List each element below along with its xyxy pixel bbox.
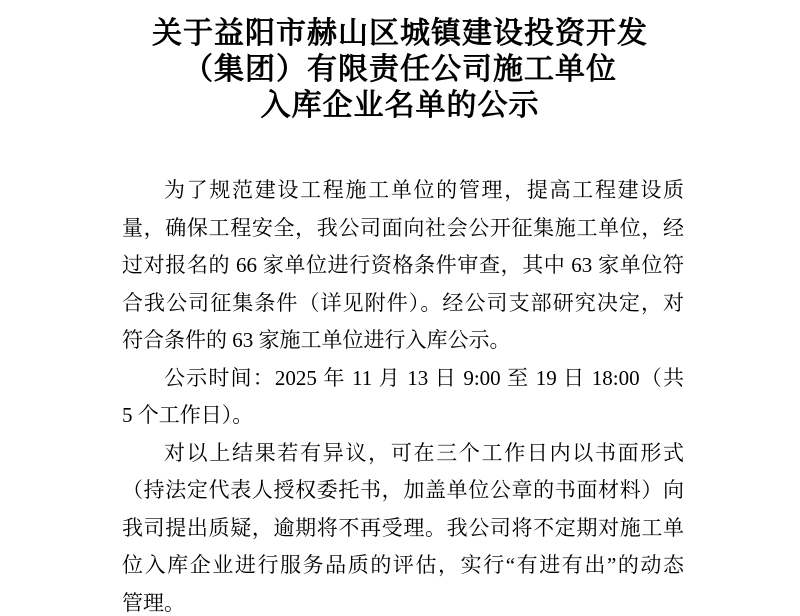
body-line: 过对报名的 66 家单位进行资格条件审查，其中 63 家单位符 [122,253,684,277]
body-line: 合我公司征集条件（详见附件）。经公司支部研究决定，对 [122,290,684,315]
document-title [0,0,800,124]
body-line: 5 个工作日）。 [122,403,254,427]
title-line-1: 关于益阳市赫山区城镇建设投资开发 [152,17,648,50]
body-line: （持法定代表人授权委托书，加盖单位公章的书面材料）向 [122,478,684,502]
title-line-3: 入库企业名单的公示 [260,89,540,122]
title-line-2: （集团）有限责任公司施工单位 [183,53,617,86]
body-line: 位入库企业进行服务品质的评估，实行“有进有出”的动态 [122,553,684,577]
body-line: 符合条件的 63 家施工单位进行入库公示。 [122,328,511,352]
body-line: 为了规范建设工程施工单位的管理，提高工程建设质 [164,178,684,202]
body-line: 我司提出质疑，逾期将不再受理。我公司将不定期对施工单 [122,515,684,540]
body-line: 量，确保工程安全，我公司面向社会公开征集施工单位，经 [122,215,684,240]
body-line: 对以上结果若有异议，可在三个工作日内以书面形式 [164,440,684,465]
document-body [122,172,684,616]
body-line: 公示时间：2025 年 11 月 13 日 9:00 至 19 日 18:00（共 [164,365,684,390]
body-line: 管理。 [122,590,185,615]
